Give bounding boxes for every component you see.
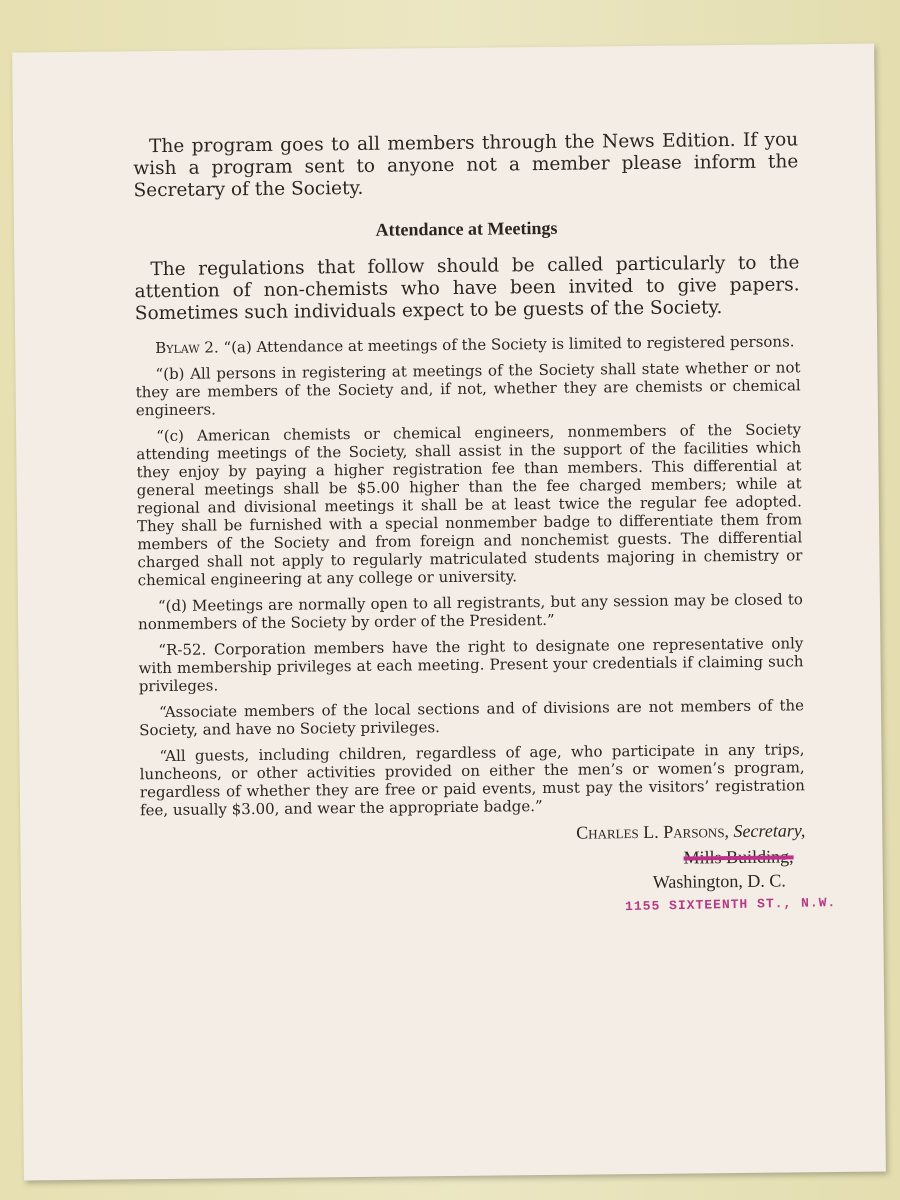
r52-paragraph: “R-52. Corporation members have the right to designate one representative only with membership privileges at each meeting. Present your credentials if claiming such privileges.	[138, 634, 804, 696]
associate-paragraph: “Associate members of the local sections and of divisions are not members of the Society, and have no Society privileges.	[139, 696, 805, 740]
bylaw-label: Bylaw 2.	[155, 338, 219, 358]
signature-block	[140, 820, 837, 937]
document-page	[12, 44, 886, 1181]
bylaw-paragraph-a	[135, 332, 800, 357]
address-stamp: 1155 SIXTEENTH ST., N.W.	[624, 895, 837, 915]
bylaw-paragraph-d: “(d) Meetings are normally open to all registrants, but any session may be closed to nonmembers of the Society by order of the President.”	[138, 590, 803, 634]
bylaw-a-text: “(a) Attendance at meetings of the Society is limited to registered persons.	[223, 332, 795, 357]
section-heading: Attendance at Meetings	[375, 217, 558, 240]
intro-paragraph: The program goes to all members through the News Edition. If you wish a program sent to anyone not a member please inform the Secretary of the Society.	[133, 129, 799, 202]
signature-building-struck: Mills Building,	[683, 846, 794, 868]
regulations-intro: The regulations that follow should be called particularly to the attention of non-chemists who have been invited to give papers. Sometimes such individuals expect to be guests of the Society.	[134, 252, 800, 325]
signature-name-line	[576, 820, 805, 843]
signature-title: Secretary,	[733, 820, 806, 842]
signature-city: Washington, D. C.	[652, 870, 786, 892]
signature-name: Charles L. Parsons,	[576, 821, 730, 843]
document-content	[133, 129, 837, 937]
bylaw-paragraph-c: “(c) American chemists or chemical engineers, nonmembers of the Society attending meetings of the Society, shall assist in the support of the facilities which they enjoy by paying a higher registration fee than members. This differential at general meetings shall be $5.00 higher than the fee charged members; while at regional and divisional meetings it shall be at least twice the regular fee adopted. They shall be furnished with a special nonmember badge to differentiate them from members of the Society and from foreign and nonchemist guests. The differential charged shall not apply to regularly matriculated students majoring in chemistry or chemical engineering at any college or university.	[136, 420, 803, 590]
bylaw-paragraph-b: “(b) All persons in registering at meetings of the Society shall state whether or not they are members of the Society and, if not, whether they are chemists or chemical engineers.	[135, 358, 801, 420]
guests-paragraph: “All guests, including children, regardless of age, who participate in any trips, luncheons, or other activities provided on either the men’s or women’s program, regardless of whether they are free or paid events, must pay the visitors’ registration fee, usually $3.00, and wear the appropriate badge.”	[139, 740, 805, 820]
